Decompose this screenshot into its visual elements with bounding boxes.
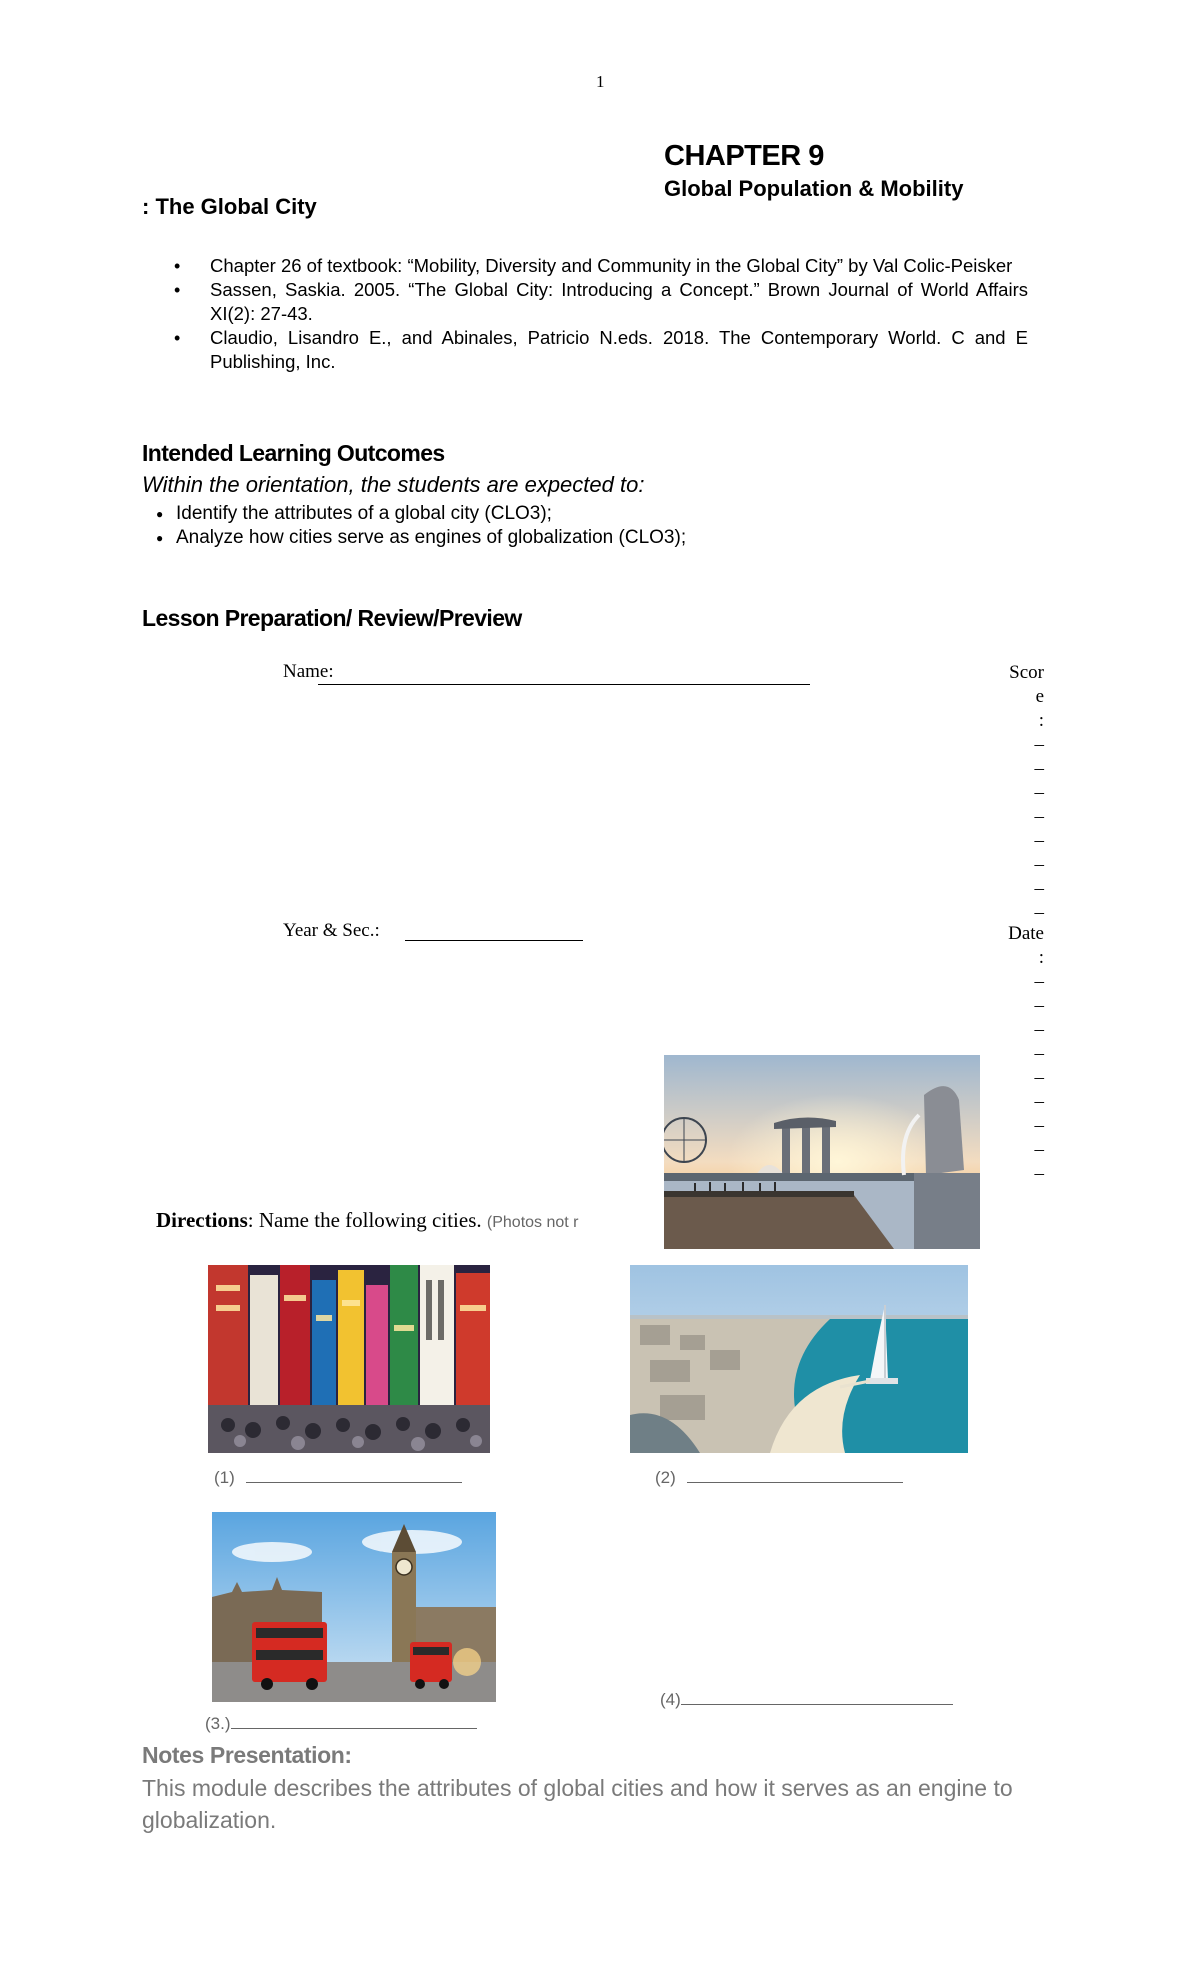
learning-outcomes-intro: Within the orientation, the students are expected to: bbox=[142, 472, 645, 497]
date-dash: – bbox=[1034, 1163, 1044, 1184]
score-dash: – bbox=[1034, 734, 1044, 755]
notes-body: This module describes the attributes of global cities and how it serves as an engine to globalization. bbox=[142, 1775, 1013, 1833]
learning-outcome-item: ● Analyze how cities serve as engines of globalization (CLO3); bbox=[156, 526, 686, 550]
answer-label: (1) bbox=[214, 1468, 235, 1487]
directions-label: Directions bbox=[156, 1208, 248, 1232]
dubai-photo bbox=[630, 1265, 968, 1453]
answer-line[interactable] bbox=[681, 1690, 953, 1705]
directions-note: (Photos not r bbox=[486, 1214, 579, 1231]
learning-outcomes-heading: Intended Learning Outcomes bbox=[142, 440, 445, 466]
date-dash: – bbox=[1034, 995, 1044, 1016]
lesson-heading: Lesson Preparation/ Review/Preview bbox=[142, 605, 522, 631]
singapore-photo bbox=[664, 1055, 980, 1249]
answer-label: (2) bbox=[655, 1468, 676, 1487]
page-number: 1 bbox=[596, 72, 605, 91]
answer-field-1[interactable] bbox=[214, 1468, 462, 1488]
tokyo-photo bbox=[208, 1265, 490, 1453]
date-dash: – bbox=[1034, 1115, 1044, 1136]
date-dash: – bbox=[1034, 1019, 1044, 1040]
answer-field-3[interactable] bbox=[205, 1714, 477, 1734]
answer-field-2[interactable] bbox=[655, 1468, 903, 1488]
answer-label: (3.) bbox=[205, 1714, 231, 1733]
year-section-field-line[interactable] bbox=[405, 940, 583, 941]
date-field[interactable] bbox=[990, 922, 1046, 1186]
answer-line[interactable] bbox=[687, 1468, 903, 1483]
score-dash: – bbox=[1034, 854, 1044, 875]
score-dash: – bbox=[1034, 782, 1044, 803]
directions bbox=[156, 1208, 579, 1233]
directions-text: : Name the following cities. bbox=[247, 1208, 482, 1232]
reference-item: • Sassen, Saskia. 2005. “The Global City: Introducing a Concept.” Brown Journal of World Affairs XI(2): 27-43. bbox=[170, 278, 1028, 326]
reference-list bbox=[170, 254, 1028, 374]
learning-outcomes-list bbox=[156, 502, 686, 550]
score-dash: – bbox=[1034, 758, 1044, 779]
date-label-part: Date bbox=[1008, 923, 1044, 944]
answer-line[interactable] bbox=[246, 1468, 462, 1483]
date-dash: – bbox=[1034, 1091, 1044, 1112]
reference-item: • Claudio, Lisandro E., and Abinales, Patricio N.eds. 2018. The Contemporary World. C and E Publishing, Inc. bbox=[170, 326, 1028, 374]
answer-label: (4) bbox=[660, 1690, 681, 1709]
chapter-title: CHAPTER 9 bbox=[664, 140, 824, 172]
score-dash: – bbox=[1034, 830, 1044, 851]
london-photo bbox=[212, 1512, 496, 1702]
score-dash: – bbox=[1034, 806, 1044, 827]
score-label-part: : bbox=[1038, 710, 1044, 731]
score-dash: – bbox=[1034, 878, 1044, 899]
answer-field-4[interactable] bbox=[660, 1690, 953, 1710]
score-label-part: e bbox=[1035, 686, 1044, 707]
score-field[interactable] bbox=[990, 661, 1046, 925]
date-dash: – bbox=[1034, 971, 1044, 992]
date-dash: – bbox=[1034, 1043, 1044, 1064]
name-label: Name: bbox=[283, 661, 334, 682]
answer-line[interactable] bbox=[231, 1714, 477, 1729]
date-dash: – bbox=[1034, 1067, 1044, 1088]
date-dash: – bbox=[1034, 1139, 1044, 1160]
date-label-part: : bbox=[1038, 947, 1044, 968]
notes-heading: Notes Presentation: bbox=[142, 1742, 352, 1768]
learning-outcome-item: ● Identify the attributes of a global city (CLO3); bbox=[156, 502, 686, 526]
topic-title: : The Global City bbox=[142, 194, 317, 219]
reference-item: • Chapter 26 of textbook: “Mobility, Diversity and Community in the Global City” by Val Colic-Peisker bbox=[170, 254, 1028, 278]
year-section-label: Year & Sec.: bbox=[283, 920, 380, 941]
chapter-subtitle: Global Population & Mobility bbox=[664, 176, 964, 201]
name-field-line[interactable] bbox=[318, 684, 810, 685]
score-dash: – bbox=[1034, 902, 1044, 923]
score-label-part: Scor bbox=[1009, 662, 1044, 683]
